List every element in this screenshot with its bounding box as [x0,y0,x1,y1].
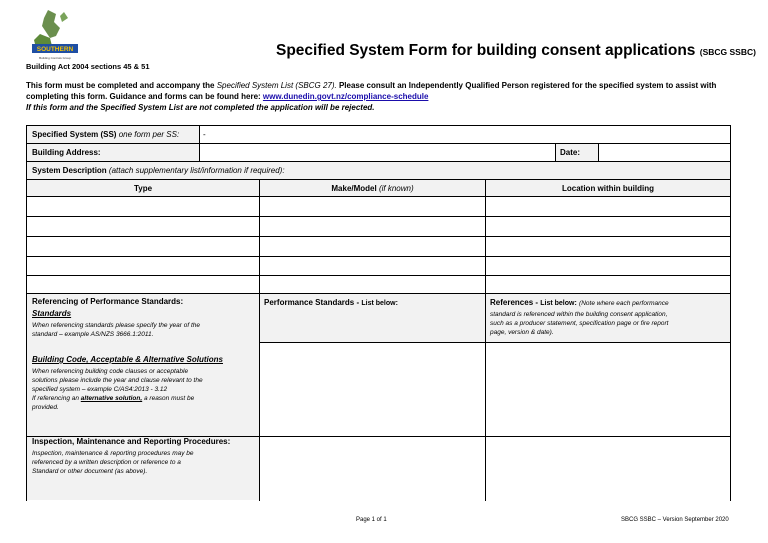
references-label: References - List below: (Note where each performance [490,298,669,307]
rejection-warning: If this form and the Specified System List are not completed the application will be rejected. [26,103,375,112]
col-type-header: Type [133,184,153,193]
system-row[interactable] [27,237,730,256]
system-description-label: System Description (attach supplementary list/information if required): [32,166,285,175]
performance-standards-field[interactable] [260,343,485,436]
svg-text:Building Controls Group: Building Controls Group [39,56,71,60]
act-reference: Building Act 2004 sections 45 & 51 [26,62,150,71]
southern-bcg-logo [26,8,82,62]
system-row[interactable] [27,197,730,216]
date-field[interactable] [599,144,730,161]
col-location-header: Location within building [562,184,654,193]
building-code-text: When referencing building code clauses or acceptable solutions please include the year and clause relevant to the specified system – example C/AS4:2013 - 3.12 If referencing an alternative solution, a reason must be provided. [32,368,203,411]
specified-system-label: Specified System (SS) one form per SS: [32,130,180,139]
date-label: Date: [560,148,581,157]
form-code: (SBCG SSBC) [699,47,756,57]
system-row[interactable] [27,217,730,236]
col-make-header: Make/Model (if known) [331,184,414,193]
standards-heading: Standards [32,309,72,318]
inspection-standards-field[interactable] [260,437,485,500]
system-row[interactable] [27,257,730,275]
inspection-title: Inspection, Maintenance and Reporting Procedures: [32,437,231,446]
inspection-text: Inspection, maintenance & reporting procedures may be referenced by a written description or reference to a Standard or other document (as above). [32,450,194,475]
building-code-heading: Building Code, Acceptable & Alternative Solutions [32,355,223,364]
standards-text: When referencing standards please specify the year of the standard – example AS/NZS 3666.1:2011. [32,322,201,338]
building-address-field[interactable] [200,144,555,161]
compliance-schedule-link[interactable]: www.dunedin.govt.nz/compliance-schedule [262,92,429,101]
performance-standards-label: Performance Standards - List below: [264,298,398,307]
references-note: standard is referenced within the building consent application, such as a producer statement, specification page or fire report page, version & date). [490,311,669,336]
logo-lettering: SOUTHERN [36,46,74,53]
references-field[interactable] [486,343,730,436]
intro-text: This form must be completed and accompany the Specified System List (SBCG 27). Please consult an Independently Qualified Person registered for the specified system to assist with completing this form. Guidance and forms can be found here: www.dunedin.govt.nz/compliance-schedule If this form and the Specified System List are not completed the application will be rejected. [26,81,717,112]
building-address-label: Building Address: [32,148,101,157]
page-number: Page 1 of 1 [356,517,387,523]
specified-system-field[interactable]: - [203,130,206,139]
version-note: SBCG SSBC – Version September 2020 [621,517,729,523]
inspection-references-field[interactable] [486,437,730,500]
page-title: Specified System Form for building consent applications (SBCG SSBC) [276,42,756,59]
perf-standards-title: Referencing of Performance Standards: [32,297,184,306]
